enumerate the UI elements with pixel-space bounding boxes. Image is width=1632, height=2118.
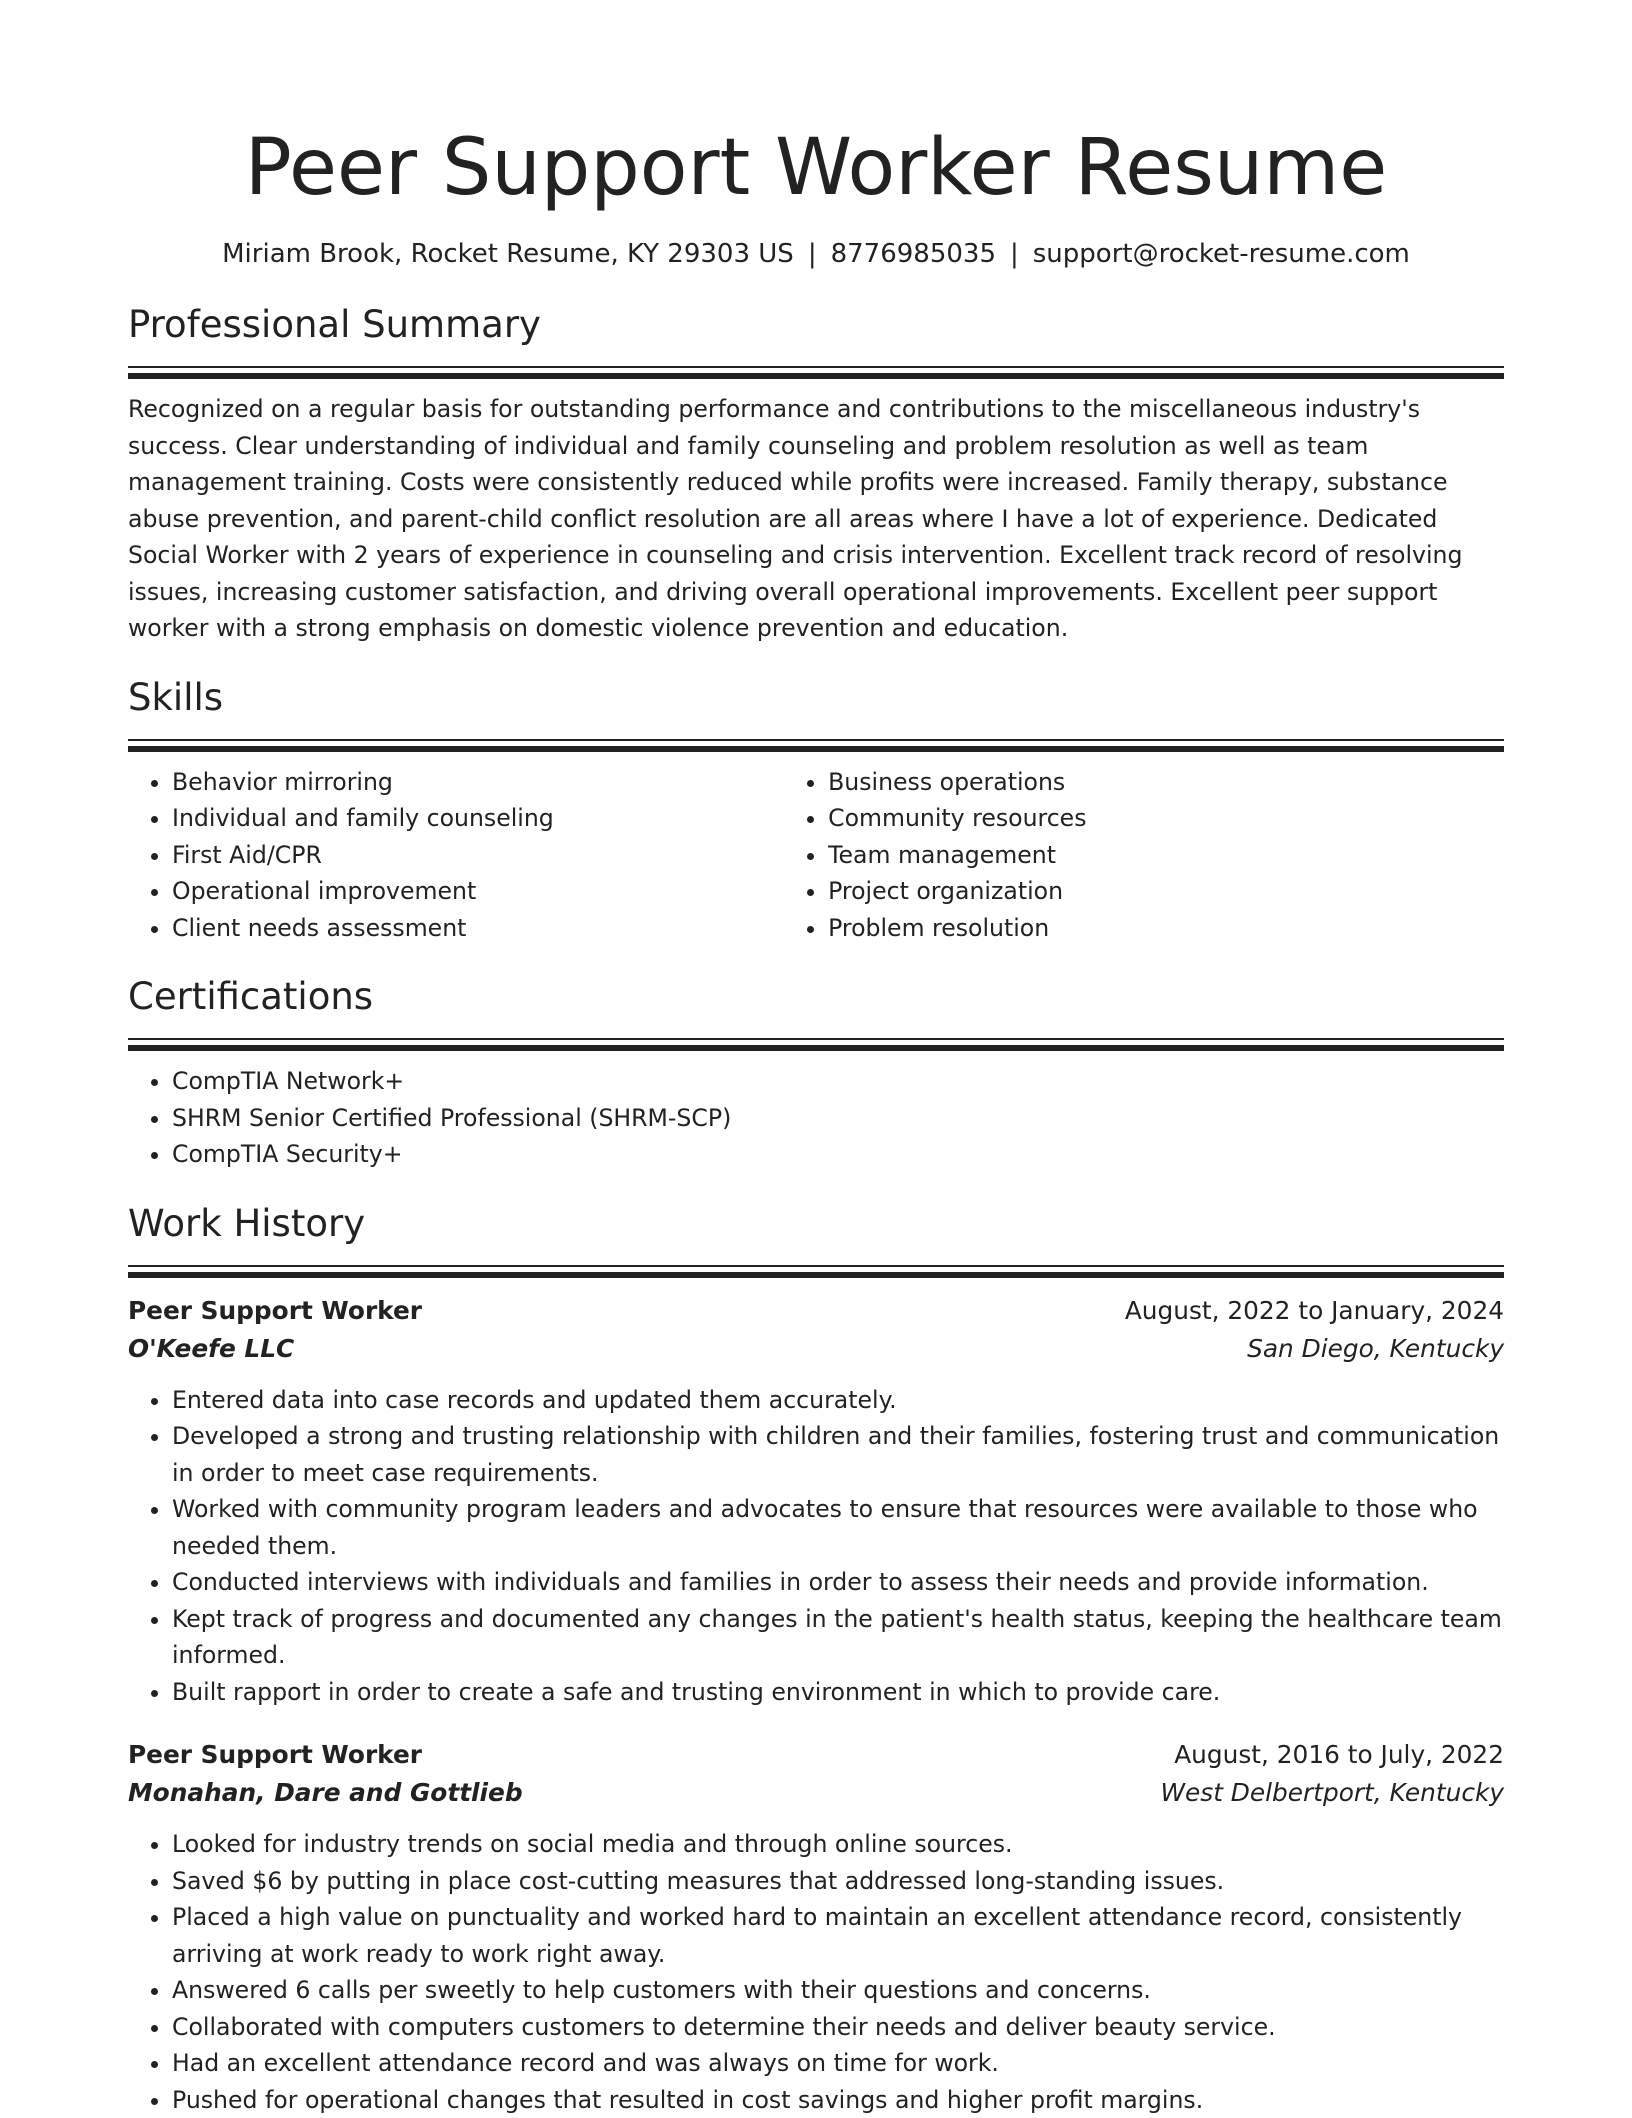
- job-subheader: [128, 1774, 1504, 1812]
- section-heading-skills: Skills: [128, 673, 1504, 723]
- certification-item: • CompTIA Network+: [172, 1063, 1504, 1100]
- section-divider-thick: [128, 1045, 1504, 1051]
- job-company: Monahan, Dare and Gottlieb: [128, 1774, 523, 1812]
- summary-section: [128, 300, 1504, 647]
- job-bullet: • Saved $6 by putting in place cost-cutting measures that addressed long-standing issues.: [172, 1863, 1504, 1900]
- job-bullet: • Had an excellent attendance record and was always on time for work.: [172, 2045, 1504, 2082]
- section-divider: [128, 1265, 1504, 1267]
- skill-item: • Team management: [828, 837, 1504, 874]
- section-divider-thick: [128, 373, 1504, 379]
- section-divider: [128, 366, 1504, 368]
- job-bullet: • Answered 6 calls per sweetly to help customers with their questions and concerns.: [172, 1972, 1504, 2009]
- skill-item: • Problem resolution: [828, 910, 1504, 947]
- job-bullet: • Looked for industry trends on social media and through online sources.: [172, 1826, 1504, 1863]
- job-bullet: • Collaborated with computers customers to determine their needs and deliver beauty service.: [172, 2009, 1504, 2046]
- skills-columns: [128, 764, 1504, 947]
- job-location: West Delbertport, Kentucky: [1161, 1774, 1505, 1812]
- skill-item: • Behavior mirroring: [172, 764, 784, 801]
- job-entry: [128, 1292, 1504, 1711]
- job-dates: August, 2022 to January, 2024: [1125, 1292, 1504, 1330]
- job-bullets: [128, 1826, 1504, 2118]
- job-bullet: • Developed a strong and trusting relationship with children and their families, fostering trust and communication in order to meet case requirements.: [172, 1418, 1504, 1491]
- section-divider: [128, 739, 1504, 741]
- job-company: O'Keefe LLC: [128, 1330, 294, 1368]
- job-bullet: • Kept track of progress and documented any changes in the patient's health status, keeping the healthcare team informed.: [172, 1601, 1504, 1674]
- section-divider-thick: [128, 746, 1504, 752]
- skill-item: • Community resources: [828, 800, 1504, 837]
- skills-list-right: [784, 764, 1504, 947]
- contact-phone: 8776985035: [831, 239, 996, 269]
- certifications-list: [128, 1063, 1504, 1173]
- skill-item: • Project organization: [828, 873, 1504, 910]
- section-heading-summary: Professional Summary: [128, 300, 1504, 350]
- contact-address: Miriam Brook, Rocket Resume, KY 29303 US: [222, 239, 794, 269]
- skill-item: • Business operations: [828, 764, 1504, 801]
- certification-item: • CompTIA Security+: [172, 1136, 1504, 1173]
- resume-title: Peer Support Worker Resume: [128, 118, 1504, 218]
- contact-email: support@rocket-resume.com: [1033, 239, 1410, 269]
- section-heading-certifications: Certifications: [128, 972, 1504, 1022]
- work-history-section: [128, 1199, 1504, 2118]
- contact-separator: |: [794, 239, 831, 269]
- job-header: [128, 1292, 1504, 1330]
- skill-item: • Individual and family counseling: [172, 800, 784, 837]
- job-subheader: [128, 1330, 1504, 1368]
- section-heading-work-history: Work History: [128, 1199, 1504, 1249]
- job-header: [128, 1736, 1504, 1774]
- resume-page: [128, 0, 1504, 2118]
- skills-section: [128, 673, 1504, 947]
- skills-list-left: [128, 764, 784, 947]
- job-bullet: • Placed a high value on punctuality and worked hard to maintain an excellent attendance record, consistently arriving at work ready to work right away.: [172, 1899, 1504, 1972]
- summary-text: Recognized on a regular basis for outstanding performance and contributions to the miscellaneous industry's success. Clear understanding of individual and family counseling and problem resolution as well as team management training. Costs were consistently reduced while profits were increased. Family therapy, substance abuse prevention, and parent-child conflict resolution are all areas where I have a lot of experience. Dedicated Social Worker with 2 years of experience in counseling and crisis intervention. Excellent track record of resolving issues, increasing customer satisfaction, and driving overall operational improvements. Excellent peer support worker with a strong emphasis on domestic violence prevention and education.: [128, 391, 1504, 647]
- contact-line: [128, 236, 1504, 272]
- contact-separator: |: [996, 239, 1033, 269]
- job-location: San Diego, Kentucky: [1247, 1330, 1504, 1368]
- skill-item: • Client needs assessment: [172, 910, 784, 947]
- job-bullet: • Worked with community program leaders and advocates to ensure that resources were available to those who needed them.: [172, 1491, 1504, 1564]
- job-bullet: • Pushed for operational changes that resulted in cost savings and higher profit margins.: [172, 2082, 1504, 2118]
- job-bullet: • Entered data into case records and updated them accurately.: [172, 1382, 1504, 1419]
- job-bullet: • Conducted interviews with individuals and families in order to assess their needs and provide information.: [172, 1564, 1504, 1601]
- certifications-section: [128, 972, 1504, 1173]
- job-bullets: [128, 1382, 1504, 1711]
- job-title: Peer Support Worker: [128, 1736, 422, 1774]
- certification-item: • SHRM Senior Certified Professional (SHRM-SCP): [172, 1100, 1504, 1137]
- job-entry: [128, 1736, 1504, 2118]
- job-bullet: • Built rapport in order to create a safe and trusting environment in which to provide care.: [172, 1674, 1504, 1711]
- section-divider: [128, 1038, 1504, 1040]
- skill-item: • Operational improvement: [172, 873, 784, 910]
- job-title: Peer Support Worker: [128, 1292, 422, 1330]
- section-divider-thick: [128, 1272, 1504, 1278]
- job-dates: August, 2016 to July, 2022: [1174, 1736, 1504, 1774]
- skill-item: • First Aid/CPR: [172, 837, 784, 874]
